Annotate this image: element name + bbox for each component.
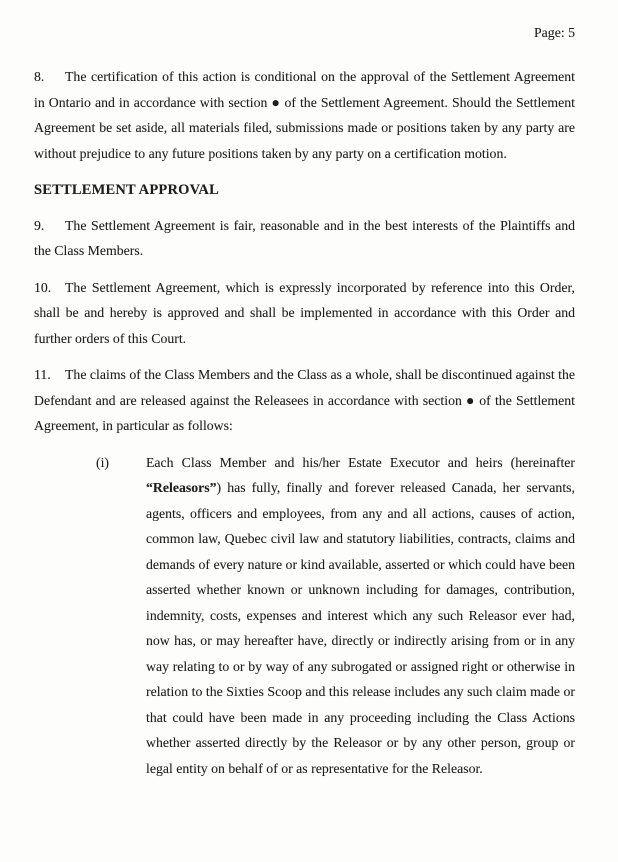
defined-term-releasors: “Releasors”: [146, 480, 217, 495]
paragraph-11: [34, 362, 575, 439]
list-item-i-text-before-bold: Each Class Member and his/her Estate Executor and heirs (hereinafter: [146, 454, 575, 470]
paragraph-11-text: The claims of the Class Members and the Class as a whole, shall be discontinued against the Defendant and are released against the Releasees in accordance with section ● of the Settlement Agreement, in particular as follows:: [34, 367, 575, 433]
paragraph-8-number: 8.: [34, 69, 45, 84]
paragraph-8-text: The certification of this action is conditional on the approval of the Settlement Agreement in Ontario and in accordance with section ● of the Settlement Agreement. Should the Settlement Agreement be set aside, all materials filed, submissions made or positions taken by any party are without prejudice to any future positions taken by any party on a certification motion.: [34, 69, 575, 161]
section-heading-settlement-approval: SETTLEMENT APPROVAL: [34, 182, 219, 198]
paragraph-10-text: The Settlement Agreement, which is expressly incorporated by reference into this Order, shall be and hereby is approved and shall be implemented in accordance with this Order and further orders of this Court.: [34, 279, 575, 346]
paragraph-10: [34, 275, 575, 352]
paragraph-9: [34, 213, 575, 264]
list-item-i-text-after-bold: ) has fully, finally and forever released Canada, her servants, agents, officers and employees, from any and all actions, causes of action, common law, Quebec civil law and statutory liabilities, contracts, claims and demands of every nature or kind available, asserted or which could have been asserted whether known or unknown including for damages, contribution, indemnity, costs, expenses and interest which any such Releasor ever had, now has, or may hereafter have, directly or indirectly arising from or in any way relating to or by way of any subrogated or assigned right or otherwise in relation to the Sixties Scoop and this release includes any such claim made or that could have been made in any proceeding including the Class Actions whether asserted directly by the Releasor or by any other person, group or legal entity on behalf of or as representative for the Releasor.: [146, 480, 575, 776]
paragraph-11-number: 11.: [34, 367, 51, 382]
page-number-label: Page: 5: [534, 25, 575, 40]
list-item-i-text: [146, 455, 575, 776]
paragraph-8: [34, 64, 575, 166]
paragraph-10-number: 10.: [34, 279, 52, 295]
list-item-i: [96, 450, 575, 782]
paragraph-9-text: The Settlement Agreement is fair, reasonable and in the best interests of the Plaintiffs and the Class Members.: [34, 217, 575, 258]
paragraph-9-number: 9.: [34, 217, 45, 233]
list-item-i-marker: (i): [96, 454, 110, 470]
